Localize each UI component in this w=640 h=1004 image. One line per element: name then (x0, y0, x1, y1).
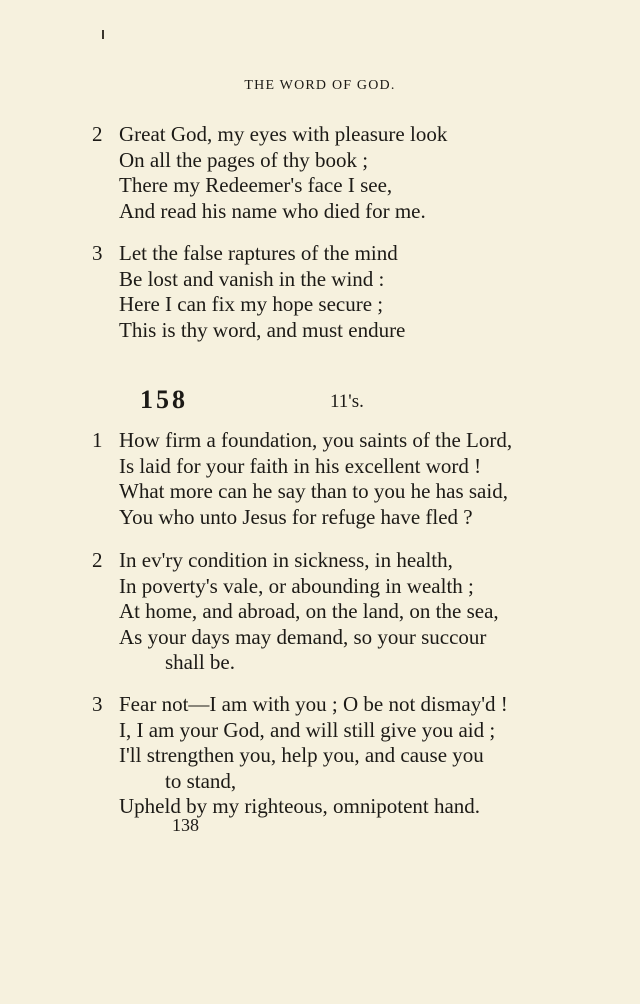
verse-number: 1 (92, 428, 103, 452)
verse-number: 3 (92, 241, 103, 265)
verse-line-continuation: shall be. (165, 650, 235, 674)
hymn-number: 158 (140, 385, 188, 414)
hymn-meter: 11's. (330, 391, 364, 412)
verse-line-continuation: to stand, (165, 768, 237, 793)
verse-2 (92, 548, 612, 676)
verse-line: 3 Fear not—I am with you ; O be not dismay'd ! (92, 692, 508, 716)
verse-line: 2 Great God, my eyes with pleasure look (92, 122, 448, 146)
verse-line: This is thy word, and must endure (119, 317, 406, 342)
verse-line: Upheld by my righteous, omnipotent hand. (119, 794, 481, 818)
verse-line: There my Redeemer's face I see, (119, 173, 393, 197)
verse-line: And read his name who died for me. (119, 198, 426, 223)
verse-line: On all the pages of thy book ; (119, 147, 369, 172)
verse-line: Be lost and vanish in the wind : (119, 266, 385, 291)
verse-line: You who unto Jesus for refuge have fled ? (119, 504, 473, 529)
verse-line: 3 Let the false raptures of the mind (92, 241, 398, 265)
verse-line: I'll strengthen you, help you, and cause you (119, 743, 484, 767)
verse-2-previous-hymn (92, 122, 612, 224)
verse-line: Here I can fix my hope secure ; (119, 292, 384, 316)
verse-number: 2 (92, 548, 103, 572)
verse-line: What more can he say than to you he has said, (119, 479, 508, 503)
margin-mark (102, 30, 104, 39)
page-number: 138 (172, 815, 199, 835)
verse-1 (92, 428, 612, 530)
verse-3 (92, 692, 612, 820)
verse-line: As your days may demand, so your succour (119, 624, 487, 649)
verse-line: I, I am your God, and will still give you aid ; (119, 717, 496, 742)
verse-line: Is laid for your faith in his excellent word ! (119, 453, 482, 478)
verse-line: At home, and abroad, on the land, on the sea, (119, 599, 499, 623)
verse-3-previous-hymn (92, 241, 612, 343)
verse-number: 2 (92, 122, 103, 146)
verse-line: In poverty's vale, or abounding in wealth ; (119, 573, 474, 598)
verse-number: 3 (92, 692, 103, 716)
running-header: THE WORD OF GOD. (244, 78, 396, 93)
verse-line: 1 How firm a foundation, you saints of the Lord, (92, 428, 513, 452)
verse-line: 2 In ev'ry condition in sickness, in health, (92, 548, 453, 572)
